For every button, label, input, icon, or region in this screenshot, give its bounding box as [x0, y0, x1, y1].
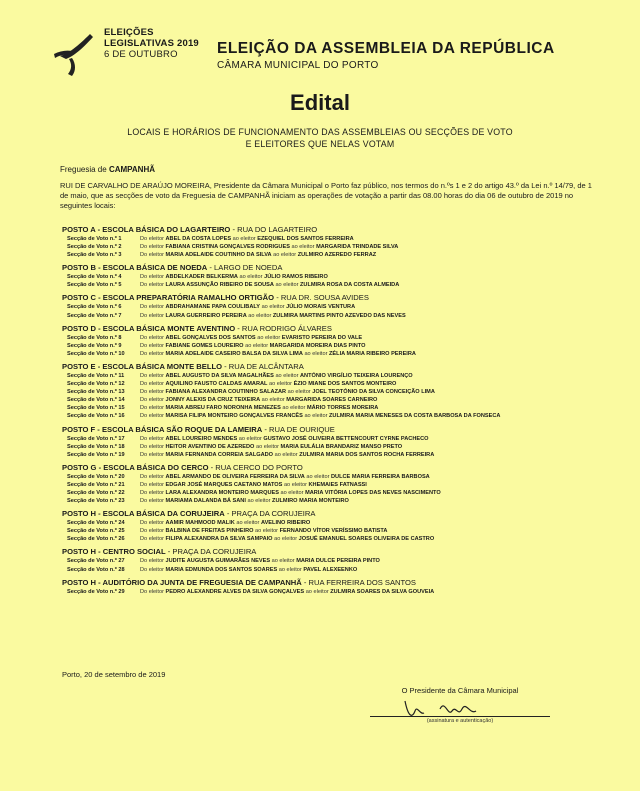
to-elector: AVELINO RIBEIRO: [260, 520, 311, 527]
posto-title: [62, 508, 632, 519]
from-elector: AAMIR MAHMOOD MALIK: [165, 520, 235, 527]
posto-place: - RUA DR. SOUSA AVIDES: [274, 293, 369, 303]
from-elector: AQUILINO FAUSTO CALDAS AMARAL: [165, 381, 268, 388]
posto-title: [62, 546, 632, 557]
posto-name: POSTO G - ESCOLA BÁSICA DO CERCO: [62, 462, 209, 472]
from-elector: JUDITE AUGUSTA GUIMARÃES NEVES: [165, 558, 271, 565]
posto-place: - PRAÇA DA CORUJEIRA: [165, 547, 257, 557]
from-elector: LAURA GUERREIRO PEREIRA: [165, 312, 247, 319]
to-elector: JÚLIO RAMOS RIBEIRO: [264, 274, 328, 281]
postos-list: [62, 224, 632, 599]
logo-line-2: LEGISLATIVAS 2019: [104, 38, 199, 49]
from-elector: MARIA ABREU FARO NORONHA MENEZES: [165, 405, 281, 412]
seccao-number: Secção de Voto n.º 12: [67, 381, 125, 388]
posto-1: [62, 262, 632, 289]
posto-title: [62, 292, 632, 303]
seccao-row: [62, 396, 632, 404]
page-subtitle: CÂMARA MUNICIPAL DO PORTO: [217, 60, 379, 71]
from-label: Do eleitor: [140, 274, 164, 281]
to-label: ao eleitor: [280, 489, 304, 496]
to-elector: PAVEL ALEXEENKO: [303, 566, 358, 573]
to-label: ao eleitor: [255, 528, 279, 535]
posto-2: [62, 292, 632, 319]
posto-4: [62, 361, 632, 421]
to-elector: ZULMIRA ROSA DA COSTA ALMEIDA: [300, 282, 400, 289]
seccao-number: Secção de Voto n.º 21: [67, 481, 125, 488]
from-label: Do eleitor: [140, 588, 164, 595]
posto-9: [62, 577, 632, 596]
to-label: ao eleitor: [275, 372, 299, 379]
intro-heading-line-1: LOCAIS E HORÁRIOS DE FUNCIONAMENTO DAS ASSEMBLEIAS OU SECÇÕES DE VOTO: [127, 127, 513, 137]
president-title: O Presidente da Câmara Municipal: [401, 686, 519, 695]
posto-name: POSTO H - ESCOLA BÁSICA DA CORUJEIRA: [62, 509, 225, 519]
posto-name: POSTO F - ESCOLA BÁSICA SÃO ROQUE DA LAMEIRA: [62, 424, 263, 434]
to-label: ao eleitor: [275, 282, 299, 289]
posto-6: [62, 462, 632, 505]
seccao-number: Secção de Voto n.º 11: [67, 372, 125, 379]
posto-title: [62, 424, 632, 435]
from-elector: ABDELKADER BELKERMA: [165, 274, 238, 281]
posto-5: [62, 424, 632, 459]
freguesia-name: CAMPANHÃ: [108, 165, 156, 174]
seccao-number: Secção de Voto n.º 26: [67, 536, 125, 543]
from-label: Do eleitor: [140, 435, 164, 442]
seccao-number: Secção de Voto n.º 25: [67, 528, 125, 535]
to-label: ao eleitor: [278, 566, 302, 573]
to-elector: ZULMIRA SOARES DA SILVA GOUVEIA: [330, 588, 435, 595]
seccao-row: [62, 372, 632, 380]
seccao-row: [62, 350, 632, 358]
to-label: ao eleitor: [271, 558, 295, 565]
seccao-row: [62, 481, 632, 489]
from-elector: FILIPA ALEXANDRA DA SILVA SAMPAIO: [165, 536, 273, 543]
from-label: Do eleitor: [140, 389, 164, 396]
seccao-number: Secção de Voto n.º 4: [67, 274, 122, 281]
seccao-row: [62, 527, 632, 535]
from-label: Do eleitor: [140, 405, 164, 412]
from-label: Do eleitor: [140, 528, 164, 535]
from-elector: LAURA ASSUNÇÃO RIBEIRO DE SOUSA: [165, 282, 274, 289]
to-label: ao eleitor: [287, 389, 311, 396]
to-elector: ANTÓNIO VIRGÍLIO TEIXEIRA LOURENÇO: [300, 372, 413, 379]
seccao-number: Secção de Voto n.º 9: [67, 342, 122, 349]
from-elector: FABIANA ALEXANDRA COUTINHO SALAZAR: [165, 389, 287, 396]
posto-name: POSTO D - ESCOLA BÁSICA MONTE AVENTINO: [62, 323, 236, 333]
from-label: Do eleitor: [140, 236, 164, 242]
from-label: Do eleitor: [140, 566, 164, 573]
seccao-row: [62, 273, 632, 281]
seccao-row: [62, 519, 632, 527]
seccao-row: [62, 451, 632, 459]
from-elector: ABEL LOUREIRO MENDES: [165, 435, 238, 442]
seccao-row: [62, 588, 632, 596]
posto-place: - RUA DE OURIQUE: [262, 424, 335, 434]
to-elector: EVARISTO PEREIRA DO VALE: [281, 334, 363, 341]
from-elector: ABEL DA COSTA LOPES: [165, 236, 232, 242]
to-label: ao eleitor: [232, 236, 256, 242]
from-elector: PEDRO ALEXANDRE ALVES DA SILVA GONÇALVES: [165, 588, 305, 595]
seccao-row: [62, 412, 632, 420]
seccao-number: Secção de Voto n.º 23: [67, 498, 125, 505]
from-label: Do eleitor: [140, 252, 164, 259]
from-label: Do eleitor: [140, 536, 164, 543]
freguesia: [60, 165, 155, 174]
seccao-row: [62, 380, 632, 388]
to-elector: JÚLIO MORAIS VENTURA: [286, 304, 356, 311]
seccao-number: Secção de Voto n.º 7: [67, 312, 122, 319]
to-label: ao eleitor: [248, 312, 272, 319]
posto-name: POSTO H - AUDITÓRIO DA JUNTA DE FREGUESIA DE CAMPANHÃ: [62, 577, 302, 587]
intro-paragraph: RUI DE CARVALHO DE ARAÚJO MOREIRA, Presidente da Câmara Municipal o Porto faz público, nos termos do n.ºs 1 e 2 do artigo 43.º da Lei n.º 14/79, de 1 de maio, que as secções de voto da Freguesia de CAMPANHÃ iniciam as operações de votação a partir das 08.00 horas do dia 06 de outubro de 2019 no seguintes locais:: [60, 181, 592, 210]
seccao-number: Secção de Voto n.º 18: [67, 443, 125, 450]
seccao-row: [62, 251, 632, 259]
to-label: ao eleitor: [274, 451, 298, 458]
from-elector: ABDRAHAMANE PAPA COULIBALY: [165, 304, 260, 311]
signature-line: [370, 716, 550, 717]
seccao-row: [62, 473, 632, 481]
seccao-row: [62, 566, 632, 574]
from-label: Do eleitor: [140, 397, 164, 404]
to-elector: DULCE MARIA FERREIRA BARBOSA: [331, 473, 430, 480]
to-label: ao eleitor: [257, 334, 281, 341]
seccao-number: Secção de Voto n.º 29: [67, 588, 125, 595]
from-label: Do eleitor: [140, 350, 164, 357]
seccao-number: Secção de Voto n.º 15: [67, 405, 125, 412]
seccao-row: [62, 243, 632, 251]
posto-3: [62, 323, 632, 358]
seccao-row: [62, 404, 632, 412]
to-elector: MARIA DULCE PEREIRA PINTO: [296, 558, 380, 565]
from-label: Do eleitor: [140, 443, 164, 450]
from-label: Do eleitor: [140, 244, 164, 251]
posto-title: [62, 361, 632, 372]
logo-text: [104, 27, 199, 60]
to-elector: ZÉLIA MARIA RIBEIRO PEREIRA: [329, 350, 416, 357]
seccao-number: Secção de Voto n.º 17: [67, 435, 125, 442]
to-elector: ZULMIRO AZEREDO FERRAZ: [297, 252, 377, 259]
from-elector: HEITOR AVENTINO DE AZEREDO: [165, 443, 255, 450]
logo-line-1: ELEIÇÕES: [104, 27, 154, 38]
seccao-number: Secção de Voto n.º 19: [67, 451, 125, 458]
to-label: ao eleitor: [247, 498, 271, 505]
from-elector: ABEL GONÇALVES DOS SANTOS: [165, 334, 256, 341]
to-elector: ÉZIO MIANE DOS SANTOS MONTEIRO: [293, 381, 397, 388]
from-label: Do eleitor: [140, 372, 164, 379]
from-elector: MARIAMA DALANDA BÁ SANI: [165, 498, 246, 505]
seccao-number: Secção de Voto n.º 20: [67, 473, 125, 480]
to-label: ao eleitor: [236, 520, 260, 527]
posto-8: [62, 546, 632, 573]
from-elector: ABEL ARMANDO DE OLIVEIRA FERREIRA DA SILVA: [165, 473, 305, 480]
seccao-row: [62, 557, 632, 565]
seccao-row: [62, 235, 632, 243]
from-elector: ABEL AUGUSTO DA SILVA MAGALHÃES: [165, 372, 274, 379]
to-label: ao eleitor: [273, 252, 297, 259]
seccao-number: Secção de Voto n.º 14: [67, 397, 125, 404]
from-label: Do eleitor: [140, 520, 164, 527]
to-label: ao eleitor: [238, 435, 262, 442]
posto-place: - RUA RODRIGO ÁLVARES: [235, 323, 332, 333]
posto-0: [62, 224, 632, 259]
posto-title: [62, 224, 632, 235]
to-elector: GUSTAVO JOSÉ OLIVEIRA BETTENCOURT CYRNE PACHECO: [263, 435, 429, 442]
from-elector: BALBINA DE FREITAS PINHEIRO: [165, 528, 254, 535]
posto-name: POSTO B - ESCOLA BÁSICA DE NOEDA: [62, 263, 208, 273]
seccao-number: Secção de Voto n.º 5: [67, 282, 122, 289]
from-elector: MARIA ADELAIDE CASEIRO BALSA DA SILVA LIMA: [165, 350, 303, 357]
to-elector: ZULMIRA MARIA MENESES DA COSTA BARBOSA DA FONSECA: [329, 413, 501, 420]
seccao-number: Secção de Voto n.º 16: [67, 413, 125, 420]
posto-place: - RUA CERCO DO PORTO: [208, 462, 303, 472]
to-elector: MARIA VITÓRIA LOPES DAS NEVES NASCIMENTO: [305, 489, 441, 496]
from-label: Do eleitor: [140, 312, 164, 319]
to-elector: FERNANDO VÍTOR VERÍSSIMO BATISTA: [279, 528, 388, 535]
from-label: Do eleitor: [140, 381, 164, 388]
posto-place: - RUA DO LAGARTEIRO: [230, 225, 318, 234]
from-label: Do eleitor: [140, 498, 164, 505]
logo-line-3: 6 DE OUTUBRO: [104, 49, 178, 60]
seccao-number: Secção de Voto n.º 28: [67, 566, 125, 573]
to-label: ao eleitor: [306, 473, 330, 480]
posto-name: POSTO H - CENTRO SOCIAL: [62, 547, 166, 557]
to-elector: JOSUÉ EMANUEL SOARES OLIVEIRA DE CASTRO: [298, 536, 435, 543]
seccao-row: [62, 342, 632, 350]
to-label: ao eleitor: [239, 274, 263, 281]
seccao-row: [62, 312, 632, 320]
page-title: ELEIÇÃO DA ASSEMBLEIA DA REPÚBLICA: [217, 40, 555, 57]
to-elector: ZULMIRA MARIA DOS SANTOS ROCHA FERREIRA: [299, 451, 435, 458]
to-label: ao eleitor: [291, 244, 315, 251]
to-label: ao eleitor: [305, 588, 329, 595]
intro-heading-line-2: E ELEITORES QUE NELAS VOTAM: [245, 139, 395, 149]
seccao-row: [62, 497, 632, 505]
from-label: Do eleitor: [140, 304, 164, 311]
seccao-row: [62, 435, 632, 443]
posto-name: POSTO C - ESCOLA PREPARATÓRIA RAMALHO ORTIGÃO: [62, 293, 275, 303]
seccao-row: [62, 281, 632, 289]
posto-title: [62, 323, 632, 334]
to-label: ao eleitor: [269, 381, 293, 388]
to-label: ao eleitor: [304, 413, 328, 420]
seccao-number: Secção de Voto n.º 10: [67, 350, 125, 357]
from-elector: MARIA EDMUNDA DOS SANTOS SOARES: [165, 566, 278, 573]
header: [0, 0, 640, 90]
from-label: Do eleitor: [140, 451, 164, 458]
from-elector: MARIA FERNANDA CORREIA SALGADO: [165, 451, 274, 458]
seccao-number: Secção de Voto n.º 24: [67, 520, 125, 527]
seccao-number: Secção de Voto n.º 2: [67, 244, 122, 251]
to-elector: MARGARIDA TRINDADE SILVA: [316, 244, 399, 251]
seccao-number: Secção de Voto n.º 13: [67, 389, 125, 396]
to-elector: MARIA EULÁLIA BRANDARIZ MANSO PRETO: [280, 443, 403, 450]
posto-name: POSTO A - ESCOLA BÁSICA DO LAGARTEIRO: [62, 225, 231, 234]
seccao-row: [62, 443, 632, 451]
from-elector: FABIANE GOMES LOUREIRO: [165, 342, 244, 349]
to-label: ao eleitor: [255, 443, 279, 450]
to-elector: MARGARIDA SOARES CARNEIRO: [286, 397, 378, 404]
seccao-row: [62, 388, 632, 396]
seccao-row: [62, 334, 632, 342]
to-elector: ZULMIRA MARTINS PINTO AZEVEDO DAS NEVES: [272, 312, 406, 319]
posto-place: - RUA FERREIRA DOS SANTOS: [301, 577, 416, 587]
seccao-row: [62, 489, 632, 497]
freguesia-label: Freguesia de: [60, 165, 107, 174]
signature-caption: (assinatura e autenticação): [426, 718, 494, 724]
to-label: ao eleitor: [261, 304, 285, 311]
seccao-number: Secção de Voto n.º 8: [67, 334, 122, 341]
posto-title: [62, 262, 632, 273]
intro-heading: [0, 126, 640, 150]
to-elector: MÁRIO TORRES MOREIRA: [306, 405, 379, 412]
from-label: Do eleitor: [140, 489, 164, 496]
posto-place: - PRAÇA DA CORUJEIRA: [224, 509, 316, 519]
signature-block: [370, 686, 550, 724]
posto-place: - RUA DE ALCÂNTARA: [222, 361, 304, 371]
posto-title: [62, 577, 632, 588]
seccao-number: Secção de Voto n.º 27: [67, 558, 125, 565]
seccao-number: Secção de Voto n.º 1: [67, 236, 122, 242]
seccao-number: Secção de Voto n.º 3: [67, 252, 122, 259]
from-label: Do eleitor: [140, 282, 164, 289]
to-label: ao eleitor: [245, 342, 269, 349]
from-elector: FABIANA CRISTINA GONÇALVES RODRIGUES: [165, 244, 290, 251]
from-elector: EDGAR JOSÉ MARQUES CAETANO MATOS: [165, 481, 283, 488]
to-label: ao eleitor: [282, 405, 306, 412]
from-label: Do eleitor: [140, 334, 164, 341]
seccao-row: [62, 535, 632, 543]
seccao-number: Secção de Voto n.º 22: [67, 489, 125, 496]
to-elector: ZULMIRO MARIA MONTEIRO: [272, 498, 349, 505]
to-label: ao eleitor: [283, 481, 307, 488]
from-elector: MARIA ADELAIDE COUTINHO DA SILVA: [165, 252, 272, 259]
from-elector: LARA ALEXANDRA MONTEIRO MARQUES: [165, 489, 279, 496]
date: Porto, 20 de setembro de 2019: [62, 670, 166, 679]
to-label: ao eleitor: [304, 350, 328, 357]
elections-logo-icon: [52, 30, 96, 78]
from-elector: MARISA FILIPA MONTEIRO GONÇALVES FRANCÊS: [165, 413, 303, 420]
to-elector: JOEL TEOTÓNIO DA SILVA CONCEIÇÃO LIMA: [312, 389, 435, 396]
seccao-row: [62, 303, 632, 311]
from-elector: JONNY ALEXIS DA CRUZ TEIXEIRA: [165, 397, 261, 404]
from-label: Do eleitor: [140, 481, 164, 488]
posto-place: - LARGO DE NOEDA: [207, 263, 283, 273]
posto-7: [62, 508, 632, 543]
to-label: ao eleitor: [274, 536, 298, 543]
edital-heading: Edital: [290, 90, 350, 115]
from-label: Do eleitor: [140, 558, 164, 565]
seccao-number: Secção de Voto n.º 6: [67, 304, 122, 311]
to-elector: EZEQUIEL DOS SANTOS FERREIRA: [257, 236, 354, 242]
from-label: Do eleitor: [140, 473, 164, 480]
to-label: ao eleitor: [261, 397, 285, 404]
posto-name: POSTO E - ESCOLA BÁSICA MONTE BELLO: [62, 361, 223, 371]
to-elector: KHEMAIES FATNASSI: [308, 481, 367, 488]
posto-title: [62, 462, 632, 473]
from-label: Do eleitor: [140, 342, 164, 349]
from-label: Do eleitor: [140, 413, 164, 420]
to-elector: MARGARIDA MOREIRA DIAS PINTO: [269, 342, 366, 349]
